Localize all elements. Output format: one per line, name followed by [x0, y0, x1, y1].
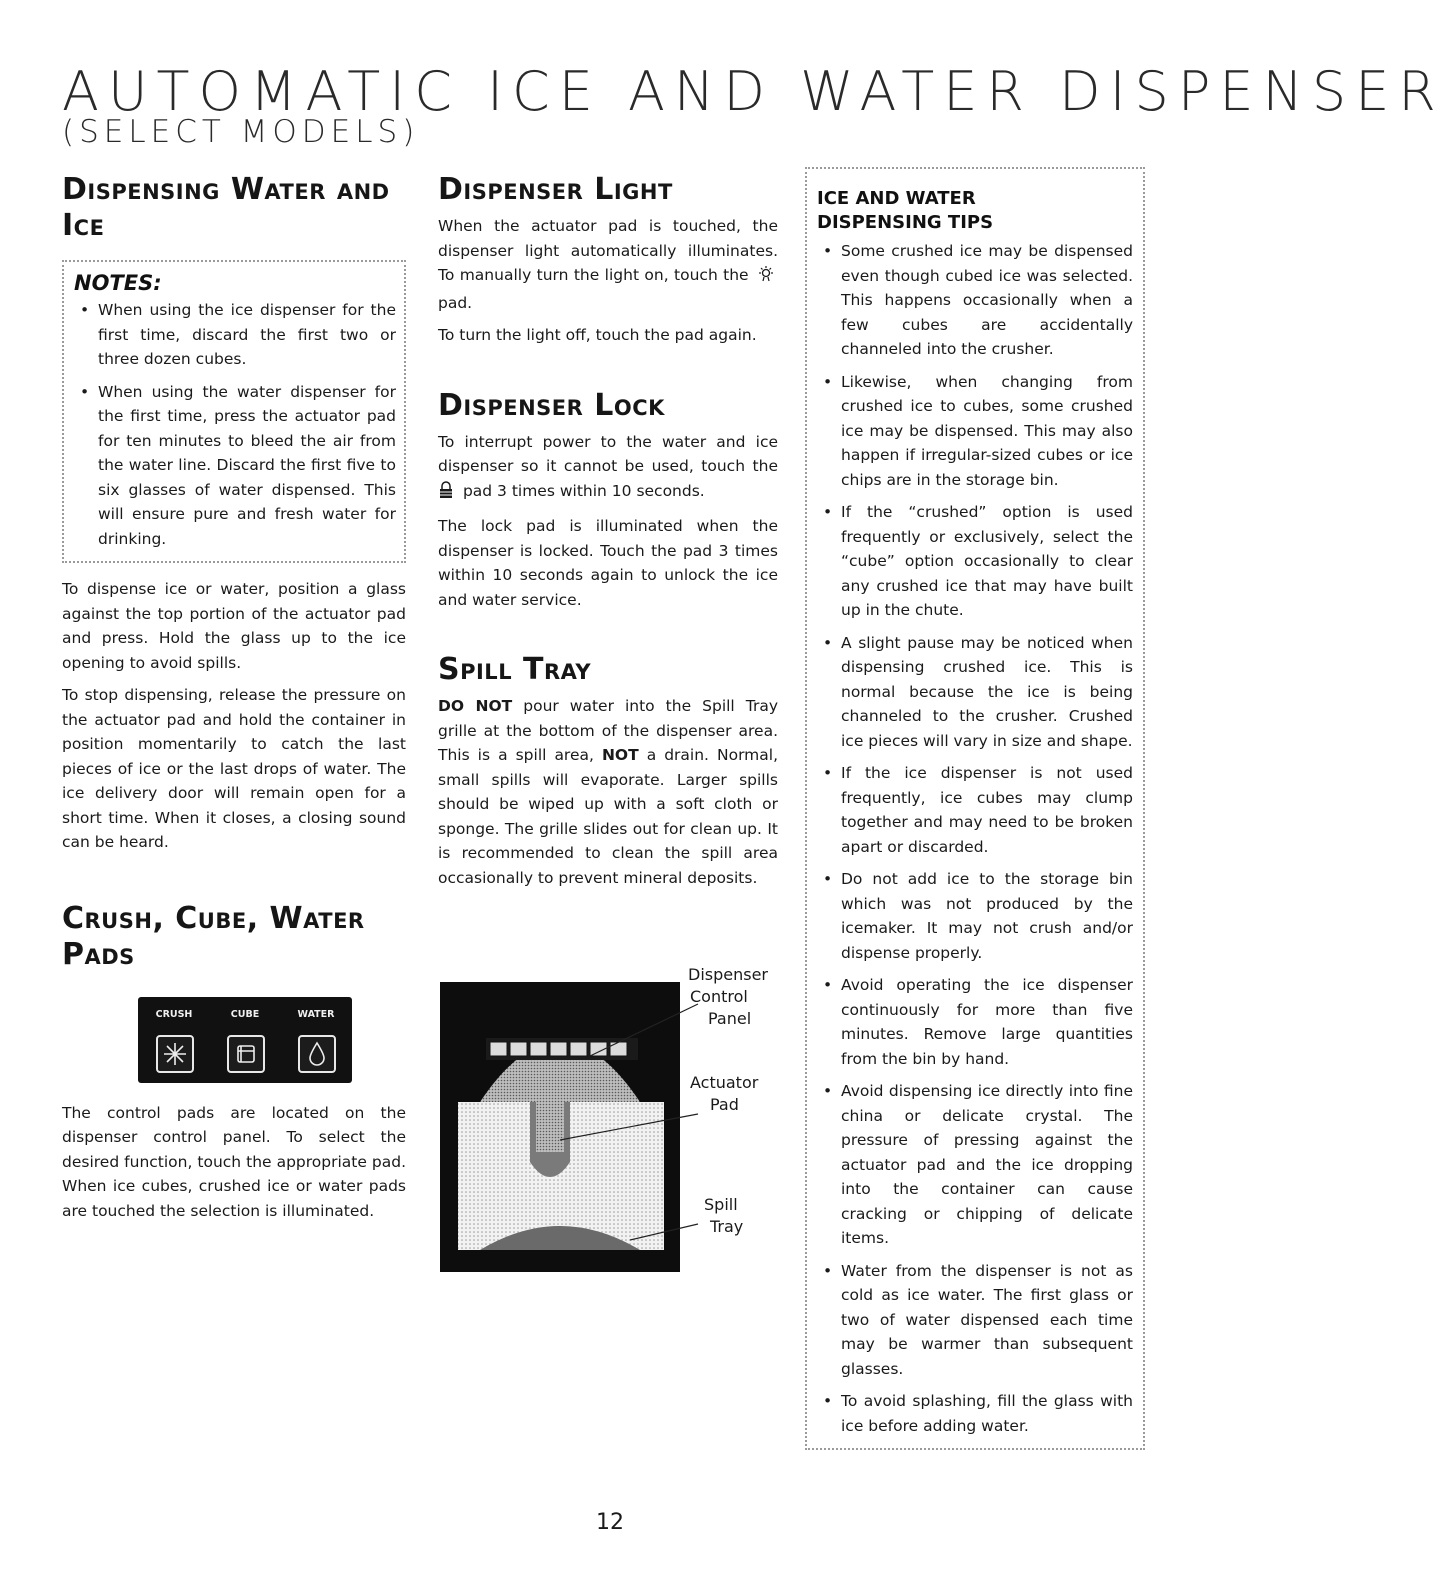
spill-not-bold: NOT	[601, 746, 639, 764]
tip-text: To avoid splashing, fill the glass with ice before adding water.	[841, 1392, 1133, 1435]
bullet-icon: •	[80, 382, 90, 401]
page-subtitle: (SELECT MODELS)	[62, 114, 420, 150]
water-pad-button[interactable]	[298, 1035, 336, 1073]
heading-spill-tray: Spill Tray	[438, 652, 592, 687]
notes-box	[62, 260, 406, 563]
tip-item	[817, 1079, 1133, 1251]
tips-heading	[817, 187, 1133, 235]
tip-text: A slight pause may be noticed when dispensing crushed ice. This is normal because the ice is being channeled to the crusher. Crushed ice pieces will vary in size and shape.	[841, 633, 1133, 750]
callout-text: Tray	[710, 1217, 744, 1236]
tip-item	[817, 1259, 1133, 1382]
tip-text: Water from the dispenser is not as cold as ice water. The first glass or two of water dispensed each time may be warmer than subsequent glasses.	[841, 1261, 1133, 1378]
light-icon	[757, 265, 775, 291]
tip-text: Avoid operating the ice dispenser continuously for more than five minutes. Remove large quantities from the bin by hand.	[841, 976, 1133, 1068]
cube-pad-button[interactable]	[227, 1035, 265, 1073]
callout-text: Spill	[704, 1195, 738, 1214]
crush-icon	[158, 1037, 192, 1071]
bullet-icon: •	[823, 242, 833, 260]
control-pad-panel	[138, 997, 352, 1083]
pad-label-crush: CRUSH	[155, 1008, 193, 1020]
tips-box	[805, 167, 1145, 1450]
light-text: When the actuator pad is touched, the dispenser light automatically illuminates. To manually turn the light on, touch the	[438, 217, 778, 284]
bullet-icon: •	[823, 1082, 833, 1100]
bullet-icon: •	[823, 976, 833, 994]
tip-item	[817, 500, 1133, 623]
spill-text-rest: a drain. Normal, small spills will evaporate. Larger spills should be wiped up with a soft cloth or sponge. The grille slides out for clean up. It is recommended to clean the spill area occasionally to prevent mineral deposits.	[438, 746, 778, 887]
lock-text: To interrupt power to the water and ice dispenser so it cannot be used, touch the	[438, 432, 778, 475]
lock-text-end: pad 3 times within 10 seconds.	[462, 481, 705, 500]
column-right	[805, 167, 1145, 1450]
callout-text: Control	[690, 987, 748, 1006]
tip-item	[817, 370, 1133, 493]
paragraph-stop: To stop dispensing, release the pressure on the actuator pad and hold the container in position momentarily to catch the last pieces of ice or the last drops of water. The ice delivery door will remain open for a short time. When it closes, a closing sound can be heard.	[62, 686, 406, 851]
notes-list	[74, 298, 396, 551]
note-item	[74, 298, 396, 372]
spill-text: pour water into the Spill Tray grille at the bottom of the dispenser area. This is a spill area,	[438, 697, 778, 764]
bullet-icon: •	[823, 764, 833, 782]
paragraph-lock-illuminated: The lock pad is illuminated when the dispenser is locked. Touch the pad 3 times within 10 seconds again to unlock the ice and water service.	[438, 517, 778, 609]
tip-text: If the “crushed” option is used frequently or exclusively, select the “cube” option occasionally to clear any crushed ice that may have built up in the chute.	[841, 503, 1133, 619]
callout-text: Panel	[708, 1009, 752, 1028]
light-text-end: pad.	[438, 293, 473, 312]
callout-text: Dispenser	[688, 965, 768, 984]
dispenser-diagram	[440, 962, 780, 1272]
page-title: AUTOMATIC ICE AND WATER DISPENSER	[62, 60, 1445, 123]
tip-item	[817, 761, 1133, 859]
pad-label-water: WATER	[297, 1008, 335, 1020]
paragraph-lock	[438, 430, 778, 507]
tip-text: If the ice dispenser is not used frequently, ice cubes may clump together and may need to be broken apart or discarded.	[841, 764, 1133, 856]
tip-item	[817, 239, 1133, 362]
heading-crush-cube-water: Crush, Cube, Water Pads	[62, 900, 365, 972]
tips-heading-line: ICE AND WATER	[817, 188, 976, 209]
tip-item	[817, 631, 1133, 754]
bullet-icon: •	[823, 1261, 833, 1280]
crush-pad-button[interactable]	[156, 1035, 194, 1073]
heading-dispensing-water-ice: Dispensing Water and Ice	[62, 172, 390, 243]
note-text: When using the ice dispenser for the first time, discard the first two or three dozen cubes.	[98, 301, 396, 368]
callout-text: Actuator	[690, 1073, 759, 1092]
water-drop-icon	[300, 1037, 334, 1071]
note-item	[74, 380, 396, 552]
bullet-icon: •	[80, 301, 90, 319]
paragraph-light	[438, 214, 778, 315]
pad-label-cube: CUBE	[230, 1008, 260, 1020]
tip-item	[817, 1389, 1133, 1438]
callout-control-panel	[688, 964, 768, 1030]
tip-text: Some crushed ice may be dispensed even though cubed ice was selected. This happens occasionally when a few cubes are accidentally channeled into the crusher.	[841, 242, 1133, 358]
callout-text: Pad	[710, 1095, 739, 1114]
spill-warning-bold: DO NOT	[438, 697, 513, 715]
bullet-icon: •	[823, 503, 833, 521]
tip-item	[817, 973, 1133, 1071]
bullet-icon: •	[823, 633, 833, 652]
tips-list	[817, 239, 1133, 1438]
lock-icon	[438, 481, 454, 507]
paragraph-light-off: To turn the light off, touch the pad again.	[438, 326, 757, 344]
column-left	[62, 172, 406, 1223]
callout-actuator-pad	[690, 1072, 758, 1116]
cube-icon	[229, 1037, 263, 1071]
paragraph-dispense: To dispense ice or water, position a glass against the top portion of the actuator pad and press. Hold the glass up to the ice opening to avoid spills.	[62, 580, 406, 672]
bullet-icon: •	[823, 870, 833, 888]
tip-text: Do not add ice to the storage bin which was not produced by the icemaker. It may not crush and/or dispense properly.	[841, 870, 1133, 962]
heading-dispenser-lock: Dispenser Lock	[438, 387, 665, 423]
page-number: 12	[596, 1510, 624, 1535]
bullet-icon: •	[823, 372, 833, 391]
heading-dispenser-light: Dispenser Light	[438, 172, 673, 207]
paragraph-control-pads: The control pads are located on the dispenser control panel. To select the desired function, touch the appropriate pad. When ice cubes, crushed ice or water pads are touched the selection is illuminated.	[62, 1103, 406, 1220]
note-text: When using the water dispenser for the first time, press the actuator pad for ten minutes to bleed the air from the water line. Discard the first five to six glasses of water dispensed. This will ensure pure and fresh water for drinking.	[98, 382, 396, 548]
tips-heading-line: DISPENSING TIPS	[817, 212, 994, 233]
tip-text: Avoid dispensing ice directly into fine china or delicate crystal. The pressure of pressing against the actuator pad and the ice dropping into the container can cause cracking or chipping of delicate items.	[841, 1082, 1133, 1247]
callout-spill-tray	[704, 1194, 743, 1238]
tip-text: Likewise, when changing from crushed ice to cubes, some crushed ice may be dispensed. This may also happen if irregular-sized cubes or ice chips are in the storage bin.	[841, 372, 1133, 489]
paragraph-spill-tray	[438, 694, 778, 890]
bullet-icon: •	[823, 1392, 833, 1410]
tip-item	[817, 867, 1133, 965]
notes-title: NOTES:	[74, 271, 162, 295]
column-middle	[438, 172, 778, 890]
